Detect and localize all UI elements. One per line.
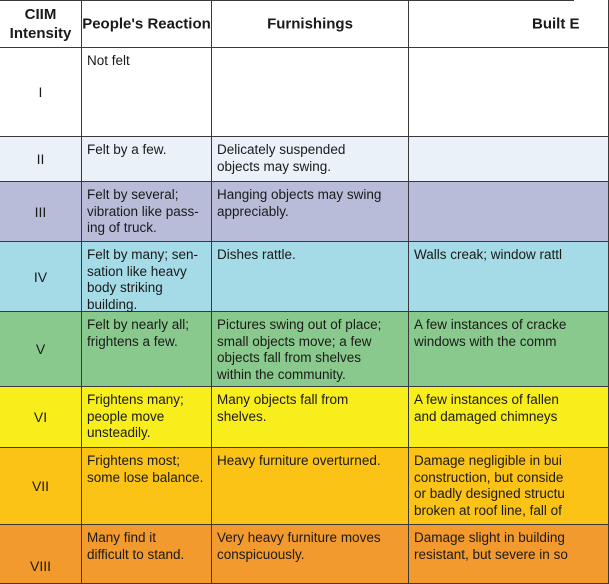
furnishings-cell [212,182,409,242]
cell-text-line: Walls creak; window rattl [414,247,563,262]
intensity-value: VII [31,478,50,494]
intensity-value: II [36,151,45,167]
intensity-cell [0,312,82,387]
cell-text-line: appreciably. [217,203,289,219]
built-environment-cell [409,137,609,182]
cell-text-line: Heavy furniture overturned. [217,453,381,468]
cell-text-line: Pictures swing out of place; [217,317,382,332]
header-label: Furnishings [267,15,353,32]
furnishings-cell [212,448,409,525]
cell-text-line: or badly designed structu [414,486,565,501]
cell-text-line: sation like heavy [87,263,187,279]
reaction-cell [82,242,212,312]
cell-text-line: Hanging objects may swing [217,187,382,202]
header-built-environment [409,0,609,48]
furnishings-cell [212,48,409,137]
intensity-cell [0,48,82,137]
cell-text-line: Many find it [87,530,157,545]
header-label: Built E [532,15,580,32]
cell-text-line: A few instances of fallen [414,392,559,407]
intensity-cell [0,182,82,242]
reaction-cell [82,137,212,182]
cell-text-line: objects may swing. [217,158,332,174]
cell-text-line: Damage slight in building [414,530,565,545]
built-environment-cell [409,448,609,525]
cell-text-line: Very heavy furniture moves [217,530,381,545]
intensity-cell [0,242,82,312]
cell-text-line: small objects move; a few [217,333,372,349]
cell-text-line: within the community. [217,366,346,382]
furnishings-cell [212,312,409,387]
reaction-cell [82,312,212,387]
cell-text-line: conspicuously. [217,546,305,562]
cell-text-line: Frightens most; [87,453,181,468]
header-label: People's Reaction [82,15,211,32]
built-environment-cell [409,525,609,584]
cell-text-line: unsteadily. [87,425,151,440]
header-peoples-reaction [82,0,212,48]
header-ciim-intensity [0,0,82,48]
furnishings-cell [212,525,409,584]
cell-text-line: A few instances of cracke [414,317,567,332]
cell-text-line: Felt by a few. [87,142,167,157]
furnishings-cell [212,387,409,448]
cell-text-line: and damaged chimneys [414,408,558,424]
intensity-cell [0,525,82,584]
cell-text-line: Not felt [87,53,130,68]
reaction-cell [82,387,212,448]
intensity-cell [0,448,82,525]
cell-text-line: Felt by many; sen- [87,247,199,262]
furnishings-cell [212,242,409,312]
built-environment-cell [409,48,609,137]
cell-text-line: building. [87,296,138,312]
cell-text-line: ing of truck. [87,220,157,235]
cell-text-line: body striking [87,280,163,295]
cell-text-line: frightens a few. [87,333,178,349]
cell-text-line: broken at roof line, fall of [414,502,562,518]
cell-text-line: Dishes rattle. [217,247,296,262]
intensity-value: III [34,203,47,220]
cell-text-line: people move [87,408,165,424]
cell-text-line: Felt by several; [87,187,179,202]
built-environment-cell [409,242,609,312]
header-label: CIIM Intensity [9,5,72,42]
cell-text-line: vibration like pass- [87,203,199,219]
intensity-cell [0,137,82,182]
cell-text-line: objects fall from shelves [217,350,362,365]
reaction-cell [82,48,212,137]
reaction-cell [82,448,212,525]
header-furnishings [212,0,409,48]
intensity-value: IV [33,268,48,285]
cell-text-line: Delicately suspended [217,142,346,157]
intensity-value: VIII [29,558,51,574]
intensity-value: V [35,341,46,357]
intensity-cell [0,387,82,448]
built-environment-cell [409,387,609,448]
furnishings-cell [212,137,409,182]
cell-text-line: resistant, but severe in so [414,546,568,562]
reaction-cell [82,182,212,242]
cell-text-line: difficult to stand. [87,546,185,562]
cell-text-line: Damage negligible in bui [414,453,562,468]
built-environment-cell [409,312,609,387]
intensity-value: I [38,84,43,100]
intensity-value: VI [33,409,48,425]
cell-text-line: Many objects fall from [217,392,349,407]
cell-text-line: Felt by nearly all; [87,317,190,332]
cell-text-line: shelves. [217,408,267,424]
cell-text-line: construction, but conside [414,469,564,485]
cell-text-line: Frightens many; [87,392,184,407]
built-environment-cell [409,182,609,242]
cell-text-line: windows with the comm [414,333,557,349]
reaction-cell [82,525,212,584]
cell-text-line: some lose balance. [87,469,204,485]
